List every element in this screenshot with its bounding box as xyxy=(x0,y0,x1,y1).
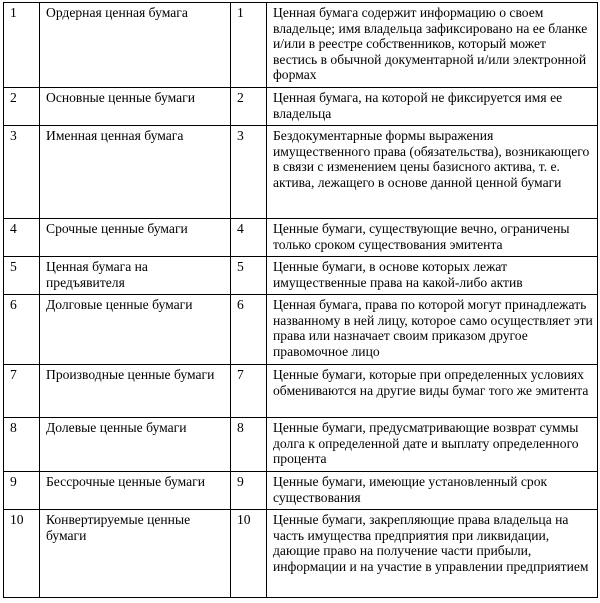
term-cell: Долевые ценные бумаги xyxy=(40,418,231,472)
definition-cell: Ценные бумаги, закрепляющие права владельца на часть имущества предприятия при ликвидации, дающие право на получение части прибыли, информации и на участие в управлении предприятием xyxy=(267,510,598,598)
term-number: 6 xyxy=(4,295,40,365)
definition-cell: Ценные бумаги, предусматривающие возврат суммы долга к определенной дате и выплату определенного процента xyxy=(267,418,598,472)
table-row xyxy=(4,3,598,88)
definition-cell: Ценные бумаги, существующие вечно, ограничены только сроком существования эмитента xyxy=(267,219,598,257)
definition-cell: Ценные бумаги, имеющие установленный срок существования xyxy=(267,472,598,510)
term-number: 8 xyxy=(4,418,40,472)
term-cell: Основные ценные бумаги xyxy=(40,88,231,126)
table-row xyxy=(4,510,598,598)
table-row xyxy=(4,365,598,418)
term-number: 2 xyxy=(4,88,40,126)
definition-number: 9 xyxy=(231,472,267,510)
definition-number: 4 xyxy=(231,219,267,257)
term-cell: Срочные ценные бумаги xyxy=(40,219,231,257)
term-cell: Бессрочные ценные бумаги xyxy=(40,472,231,510)
term-cell: Ордерная ценная бумага xyxy=(40,3,231,88)
table-row xyxy=(4,126,598,219)
term-number: 4 xyxy=(4,219,40,257)
definition-number: 8 xyxy=(231,418,267,472)
definition-cell: Ценная бумага содержит информацию о своем владельце; имя владельца зафиксировано на ее бланке и/или в реестре собственников, который может вестись в обычной документарной и/или электронной формах xyxy=(267,3,598,88)
table-row xyxy=(4,219,598,257)
term-cell: Конвертируемые ценные бумаги xyxy=(40,510,231,598)
table-row xyxy=(4,472,598,510)
definition-cell: Ценная бумага, на которой не фиксируется имя ее владельца xyxy=(267,88,598,126)
definition-number: 6 xyxy=(231,295,267,365)
table-row xyxy=(4,257,598,295)
term-number: 5 xyxy=(4,257,40,295)
definition-number: 5 xyxy=(231,257,267,295)
definition-cell: Бездокументарные формы выражения имущественного права (обязательства), возникающего в связи с изменением цены базисного актива, т. е. актива, лежащего в основе данной ценной бумаги xyxy=(267,126,598,219)
definition-number: 3 xyxy=(231,126,267,219)
table-row xyxy=(4,88,598,126)
matching-table-body xyxy=(4,3,598,598)
term-number: 10 xyxy=(4,510,40,598)
term-cell: Ценная бумага на предъявителя xyxy=(40,257,231,295)
table-row xyxy=(4,295,598,365)
definition-number: 1 xyxy=(231,3,267,88)
table-row xyxy=(4,418,598,472)
term-cell: Долговые ценные бумаги xyxy=(40,295,231,365)
definition-number: 10 xyxy=(231,510,267,598)
definition-number: 2 xyxy=(231,88,267,126)
term-number: 7 xyxy=(4,365,40,418)
term-number: 9 xyxy=(4,472,40,510)
term-cell: Производные ценные бумаги xyxy=(40,365,231,418)
term-cell: Именная ценная бумага xyxy=(40,126,231,219)
definition-cell: Ценные бумаги, в основе которых лежат имущественные права на какой-либо актив xyxy=(267,257,598,295)
definition-number: 7 xyxy=(231,365,267,418)
definition-cell: Ценные бумаги, которые при определенных условиях обмениваются на другие виды бумаг того же эмитента xyxy=(267,365,598,418)
term-number: 3 xyxy=(4,126,40,219)
matching-table xyxy=(3,2,598,598)
definition-cell: Ценная бумага, права по которой могут принадлежать названному в ней лицу, которое само осуществляет эти права или назначает своим приказом другое правомочное лицо xyxy=(267,295,598,365)
term-number: 1 xyxy=(4,3,40,88)
